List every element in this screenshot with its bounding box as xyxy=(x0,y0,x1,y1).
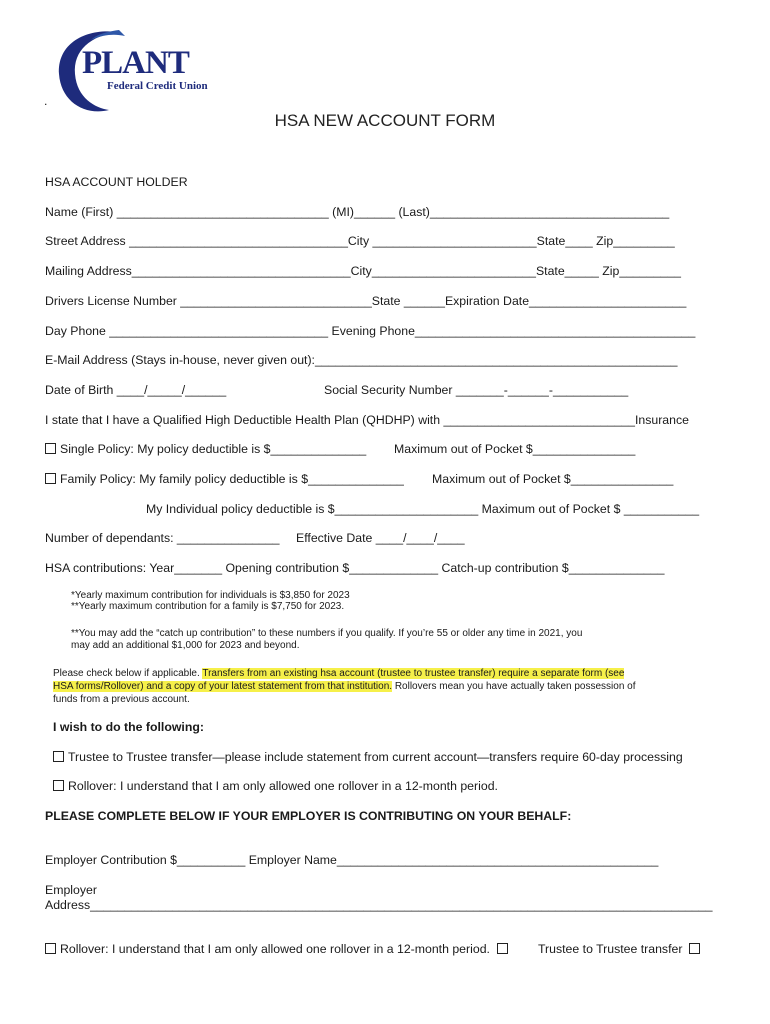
page-title: HSA NEW ACCOUNT FORM xyxy=(274,111,496,130)
logo-name: PLANT xyxy=(82,45,189,81)
transfer-highlight-1: Transfers from an existing hsa account (trustee to trustee transfer) require a separate form (see xyxy=(202,668,625,679)
wish-heading: I wish to do the following: xyxy=(53,720,204,734)
single-max-field[interactable]: Maximum out of Pocket $_______________ xyxy=(394,442,636,456)
dob-field-line[interactable]: Date of Birth ____/_____/______ xyxy=(45,383,227,397)
phone-field-line[interactable]: Day Phone ________________________________ Evening Phone_________________________________________ xyxy=(45,324,696,338)
logo-subtitle: Federal Credit Union xyxy=(107,80,208,92)
rollover-label: Rollover: I understand that I am only allowed one rollover in a 12-month period. xyxy=(68,779,498,793)
note-max-family: **Yearly maximum contribution for a family is $7,750 for 2023. xyxy=(71,601,345,612)
single-policy-checkbox[interactable] xyxy=(45,443,56,454)
plant-fcu-logo xyxy=(55,28,240,118)
single-policy-row[interactable] xyxy=(45,442,366,456)
individual-deductible-field[interactable]: My Individual policy deductible is $_____________________ Maximum out of Pocket $ ___________ xyxy=(146,502,700,516)
family-max-field[interactable]: Maximum out of Pocket $_______________ xyxy=(432,472,674,486)
note-max-individual: *Yearly maximum contribution for individuals is $3,850 for 2023 xyxy=(71,590,350,601)
bottom-rollover-row[interactable] xyxy=(45,942,512,956)
email-field-line[interactable]: E-Mail Address (Stays in-house, never given out):_____________________________________________________ xyxy=(45,353,678,367)
trustee-label: Trustee to Trustee transfer—please include statement from current account—transfers require 60-day processing xyxy=(68,750,683,764)
employer-address-label: Employer xyxy=(45,883,97,897)
transfer-highlight-2: HSA forms/Rollover) and a copy of your latest statement from that institution. xyxy=(53,681,393,692)
family-policy-row[interactable] xyxy=(45,472,404,486)
dependants-field[interactable]: Number of dependants: _______________ xyxy=(45,531,280,545)
option-rollover-row[interactable] xyxy=(53,779,498,793)
trustee-checkbox[interactable] xyxy=(53,751,64,762)
bottom-trustee-checkbox[interactable] xyxy=(689,943,700,954)
stray-dot: . xyxy=(44,94,48,108)
check-note-line1 xyxy=(53,668,624,679)
note-catchup-line2: may add an additional $1,000 for 2023 and beyond. xyxy=(71,640,300,651)
employer-contribution-line[interactable]: Employer Contribution $__________ Employer Name_______________________________________________ xyxy=(45,853,659,867)
effective-date-field[interactable]: Effective Date ____/____/____ xyxy=(296,531,465,545)
bottom-trustee-label: Trustee to Trustee transfer xyxy=(538,942,683,956)
bottom-trustee-row[interactable] xyxy=(538,942,704,956)
street-field-line[interactable]: Street Address ________________________________City ________________________State____ Zip_________ xyxy=(45,234,675,248)
qhdhp-field-line[interactable]: I state that I have a Qualified High Deductible Health Plan (QHDHP) with ____________________________Insurance xyxy=(45,413,689,427)
check-note-prefix: Please check below if applicable. xyxy=(53,668,203,679)
section-account-holder: HSA ACCOUNT HOLDER xyxy=(45,175,188,189)
bottom-rollover-label: Rollover: I understand that I am only allowed one rollover in a 12-month period. xyxy=(60,942,490,956)
name-field-line[interactable]: Name (First) _______________________________ (MI)______ (Last)___________________________________ xyxy=(45,205,670,219)
family-policy-checkbox[interactable] xyxy=(45,473,56,484)
rollover-checkbox[interactable] xyxy=(53,780,64,791)
ssn-field-line[interactable]: Social Security Number _______-______-___________ xyxy=(324,383,629,397)
note-catchup-line1: **You may add the “catch up contribution” to these numbers if you qualify. If you’re 55 or older any time in 2021, you xyxy=(71,628,583,639)
family-policy-label: Family Policy: My family policy deductible is $______________ xyxy=(60,472,404,486)
employer-heading: PLEASE COMPLETE BELOW IF YOUR EMPLOYER IS CONTRIBUTING ON YOUR BEHALF: xyxy=(45,809,572,823)
check-note-line2 xyxy=(53,681,636,692)
option-trustee-row[interactable] xyxy=(53,750,683,764)
single-policy-label: Single Policy: My policy deductible is $______________ xyxy=(60,442,367,456)
employer-address-line[interactable]: Address___________________________________________________________________________________________ xyxy=(45,898,713,912)
bottom-rollover-checkbox-right[interactable] xyxy=(497,943,508,954)
license-field-line[interactable]: Drivers License Number ____________________________State ______Expiration Date_______________________ xyxy=(45,294,687,308)
rollover-note: Rollovers mean you have actually taken possession of xyxy=(392,681,636,692)
mailing-field-line[interactable]: Mailing Address________________________________City________________________State_____ Zip_________ xyxy=(45,264,681,278)
contributions-field-line[interactable]: HSA contributions: Year_______ Opening contribution $_____________ Catch-up contribution $______________ xyxy=(45,561,665,575)
bottom-rollover-checkbox-left[interactable] xyxy=(45,943,56,954)
check-note-line3: funds from a previous account. xyxy=(53,694,190,705)
